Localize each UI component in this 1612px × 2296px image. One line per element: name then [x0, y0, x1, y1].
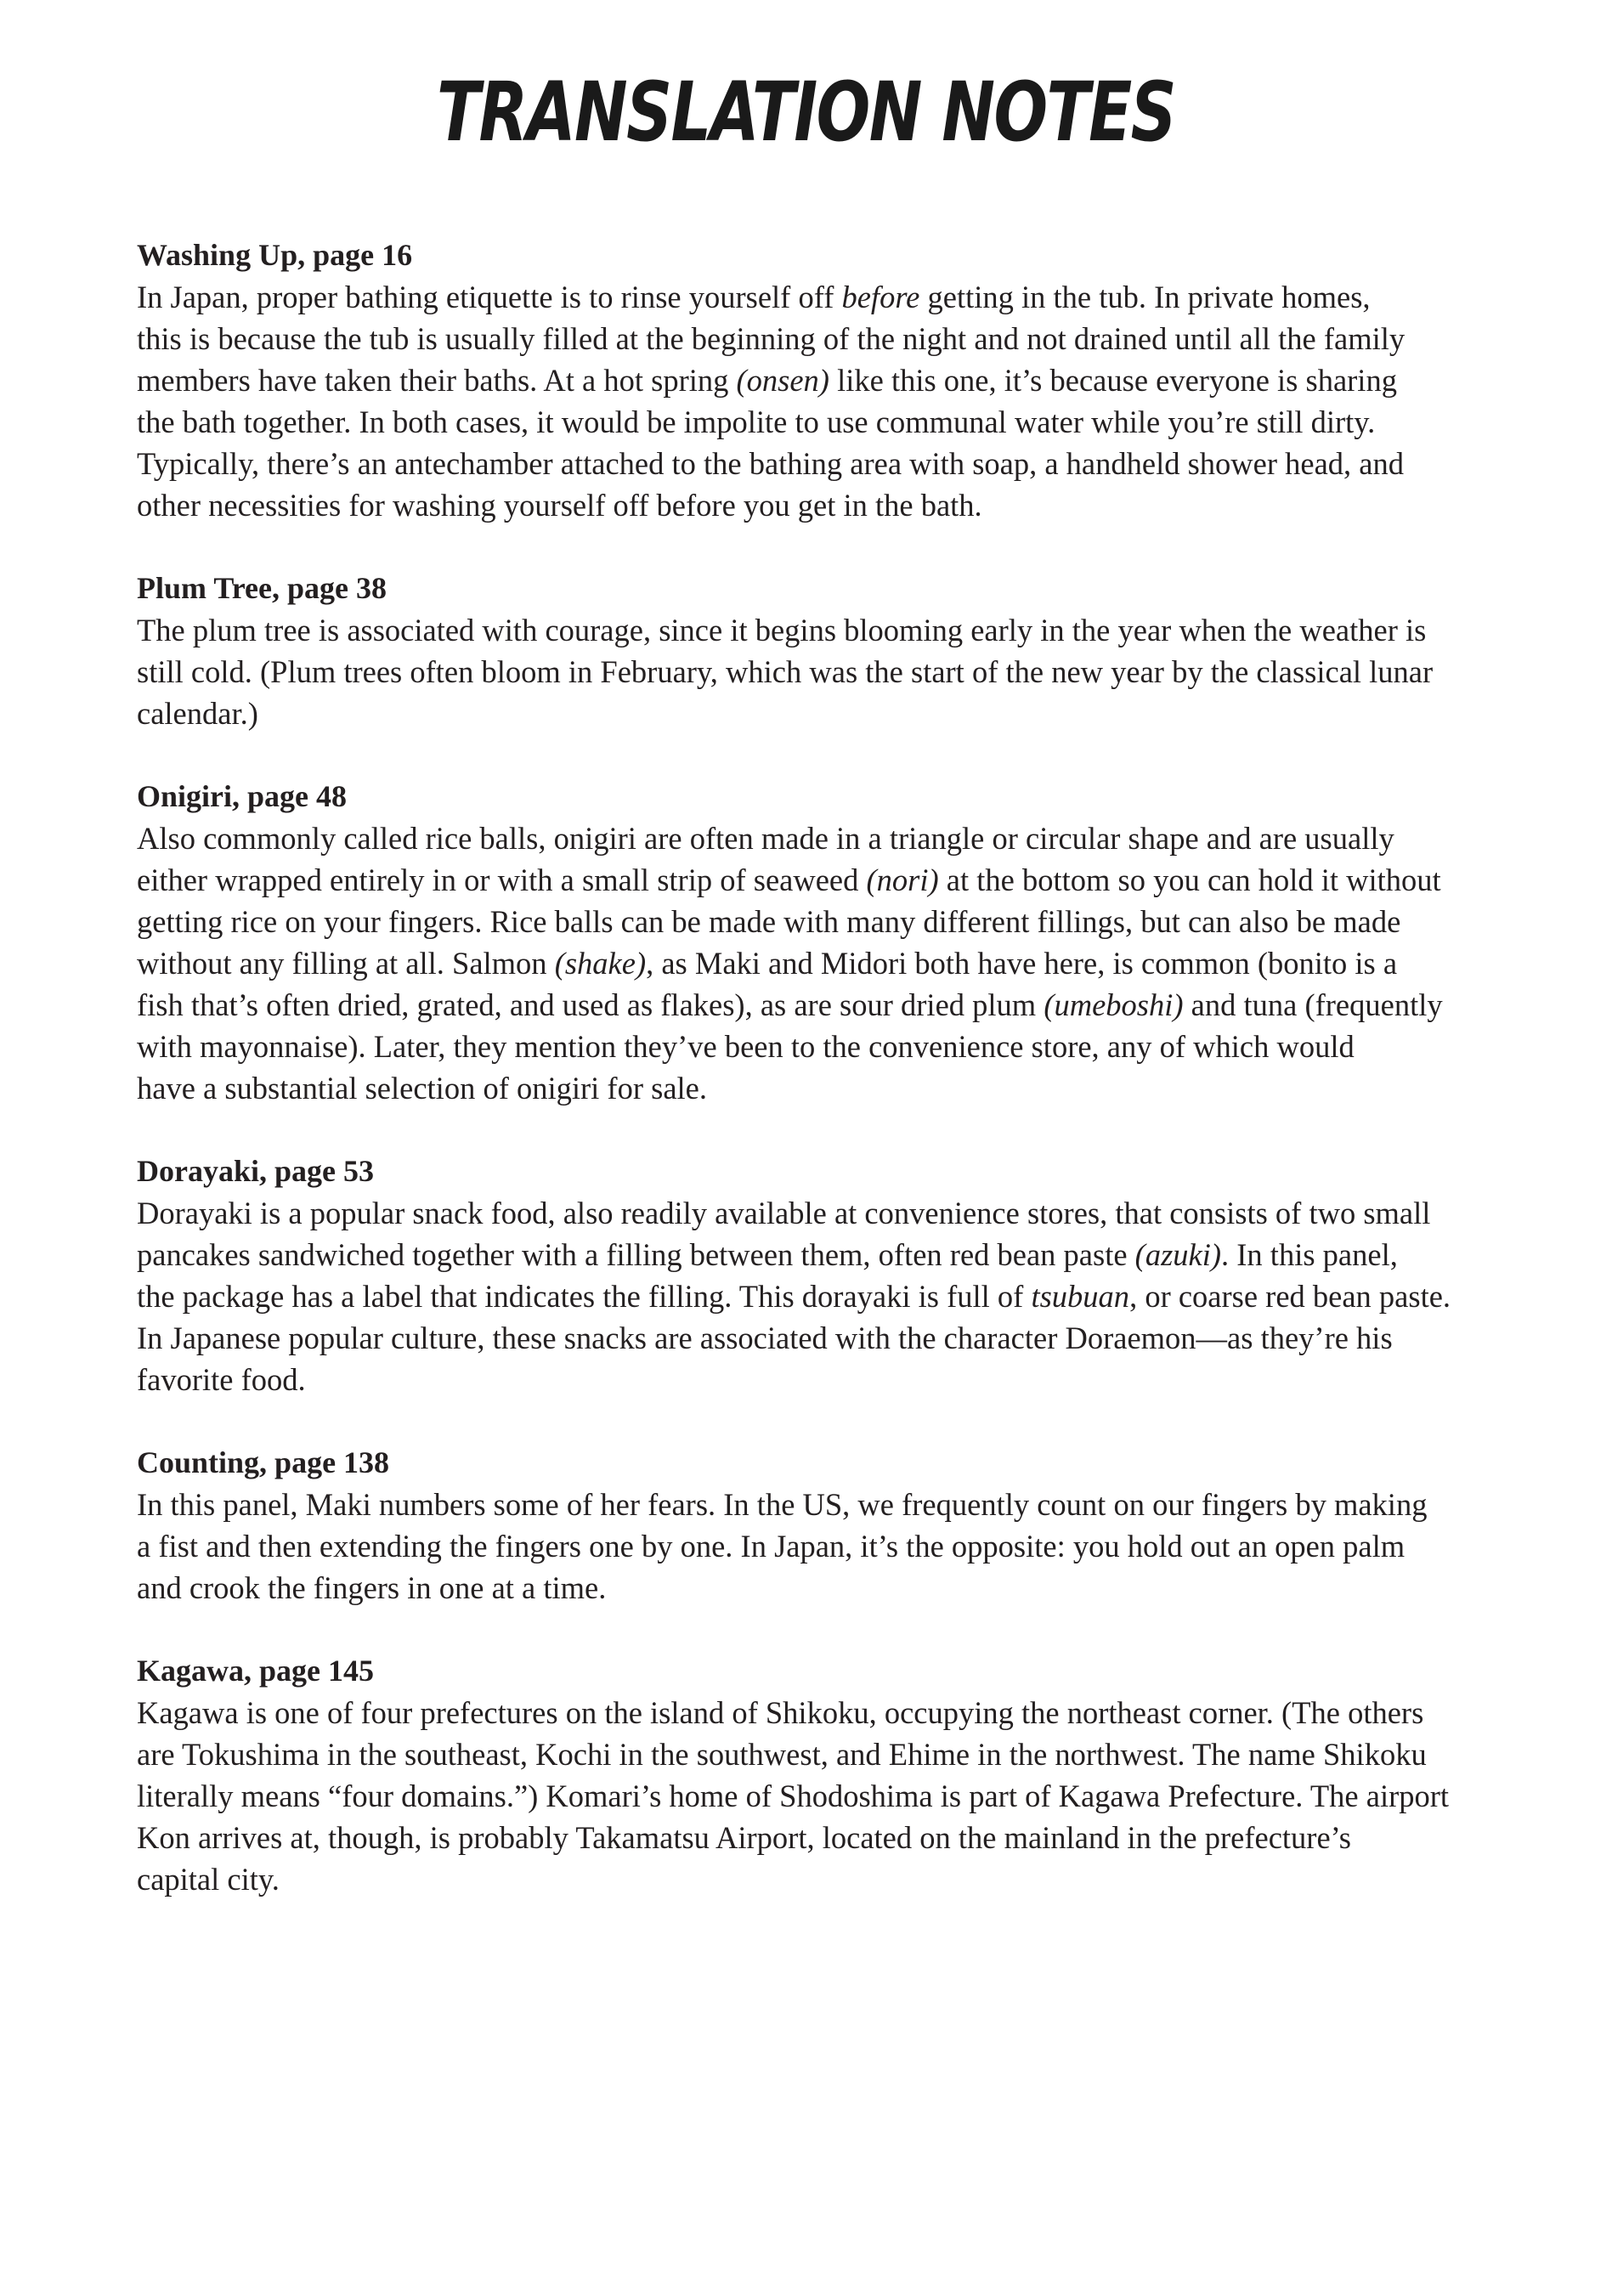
note-section — [137, 1650, 1564, 1900]
note-body-line — [137, 693, 1564, 734]
note-section — [137, 235, 1564, 526]
note-body-line — [137, 1858, 1564, 1900]
italic-term: (umeboshi) — [1044, 987, 1184, 1022]
text-run: the package has a label that indicates the filling. This dorayaki is full of — [137, 1279, 1032, 1314]
text-run: and crook the fingers in one at a time. — [137, 1570, 607, 1605]
text-run: are Tokushima in the southeast, Kochi in the southwest, and Ehime in the northwest. The name Shikoku — [137, 1737, 1427, 1772]
note-body-line — [137, 1234, 1564, 1275]
note-body-line — [137, 1317, 1564, 1359]
note-body-line — [137, 1484, 1564, 1525]
text-run: the bath together. In both cases, it would be impolite to use communal water while you’re still dirty. — [137, 404, 1376, 439]
note-body-line — [137, 1192, 1564, 1234]
note-body-line — [137, 484, 1564, 526]
text-run: In this panel, Maki numbers some of her fears. In the US, we frequently count on our fingers by making — [137, 1487, 1428, 1522]
text-run: calendar.) — [137, 696, 258, 731]
text-run: Dorayaki is a popular snack food, also readily available at convenience stores, that consists of two small — [137, 1196, 1431, 1230]
text-run: and tuna (frequently — [1183, 987, 1443, 1022]
text-run: , or coarse red bean paste. — [1129, 1279, 1451, 1314]
text-run: The plum tree is associated with courage, since it begins blooming early in the year when the weather is — [137, 613, 1427, 648]
note-heading: Onigiri, page 48 — [137, 779, 348, 813]
text-run: without any filling at all. Salmon — [137, 946, 555, 981]
note-body-line — [137, 359, 1564, 401]
note-heading: Washing Up, page 16 — [137, 238, 413, 272]
note-section — [137, 1442, 1564, 1609]
text-run: getting in the tub. In private homes, — [919, 280, 1371, 314]
text-run: . In this panel, — [1221, 1237, 1398, 1272]
note-body-line — [137, 1026, 1564, 1067]
note-body-line — [137, 609, 1564, 651]
text-run: other necessities for washing yourself off before you get in the bath. — [137, 488, 982, 523]
text-run: Kon arrives at, though, is probably Takamatsu Airport, located on the mainland in the prefecture’s — [137, 1820, 1352, 1855]
note-section — [137, 1151, 1564, 1400]
note-body-line — [137, 1692, 1564, 1733]
note-body-line — [137, 1275, 1564, 1317]
text-run: In Japanese popular culture, these snacks are associated with the character Doraemon—as they’re his — [137, 1320, 1393, 1355]
note-body-line — [137, 1359, 1564, 1400]
note-body-line — [137, 651, 1564, 693]
note-body-line — [137, 318, 1564, 359]
notes-container — [137, 235, 1564, 1942]
italic-term: (shake) — [554, 946, 647, 981]
text-run: Kagawa is one of four prefectures on the island of Shikoku, occupying the northeast corner. (The others — [137, 1695, 1424, 1730]
text-run: pancakes sandwiched together with a filling between them, often red bean paste — [137, 1237, 1135, 1272]
text-run: like this one, it’s because everyone is sharing — [829, 363, 1397, 398]
text-run: still cold. (Plum trees often bloom in February, which was the start of the new year by the classical lunar — [137, 654, 1434, 689]
text-run: getting rice on your fingers. Rice balls can be made with many different fillings, but can also be made — [137, 904, 1401, 939]
text-run: a fist and then extending the fingers one by one. In Japan, it’s the opposite: you hold out an open palm — [137, 1529, 1406, 1564]
italic-term: (azuki) — [1134, 1237, 1222, 1272]
note-heading: Plum Tree, page 38 — [137, 571, 387, 605]
text-run: with mayonnaise). Later, they mention they’ve been to the convenience store, any of which would — [137, 1029, 1355, 1064]
note-body-line — [137, 817, 1564, 859]
italic-term: tsubuan — [1031, 1279, 1130, 1314]
text-run: Also commonly called rice balls, onigiri are often made in a triangle or circular shape and are usually — [137, 821, 1394, 856]
text-run: either wrapped entirely in or with a small strip of seaweed — [137, 862, 867, 897]
italic-term: (nori) — [866, 862, 939, 897]
text-run: Typically, there’s an antechamber attached to the bathing area with soap, a handheld shower head, and — [137, 446, 1404, 481]
note-section — [137, 776, 1564, 1109]
italic-term: before — [841, 280, 920, 314]
text-run: this is because the tub is usually filled at the beginning of the night and not drained until all the family — [137, 321, 1406, 356]
text-run: at the bottom so you can hold it without — [938, 862, 1441, 897]
note-body-line — [137, 1067, 1564, 1109]
note-heading: Counting, page 138 — [137, 1445, 390, 1479]
note-body-line — [137, 443, 1564, 484]
text-run: capital city. — [137, 1862, 280, 1897]
text-run: favorite food. — [137, 1362, 306, 1397]
note-body-line — [137, 1817, 1564, 1858]
text-run: have a substantial selection of onigiri for sale. — [137, 1071, 707, 1106]
page-title: TRANSLATION NOTES — [436, 65, 1176, 160]
text-run: , as Maki and Midori both have here, is common (bonito is a — [646, 946, 1398, 981]
text-run: literally means “four domains.”) Komari’s home of Shodoshima is part of Kagawa Prefecture. The airport — [137, 1779, 1450, 1813]
note-body-line — [137, 901, 1564, 942]
note-body-line — [137, 1567, 1564, 1609]
note-body-line — [137, 1775, 1564, 1817]
italic-term: (onsen) — [736, 363, 829, 398]
note-body-line — [137, 859, 1564, 901]
note-body-line — [137, 1733, 1564, 1775]
note-body-line — [137, 276, 1564, 318]
text-run: members have taken their baths. At a hot spring — [137, 363, 737, 398]
note-body-line — [137, 401, 1564, 443]
text-run: In Japan, proper bathing etiquette is to rinse yourself off — [137, 280, 842, 314]
text-run: fish that’s often dried, grated, and used as flakes), as are sour dried plum — [137, 987, 1044, 1022]
note-body-line — [137, 942, 1564, 984]
note-body-line — [137, 984, 1564, 1026]
note-body-line — [137, 1525, 1564, 1567]
note-heading: Dorayaki, page 53 — [137, 1154, 374, 1188]
note-section — [137, 568, 1564, 734]
note-heading: Kagawa, page 145 — [137, 1654, 374, 1688]
